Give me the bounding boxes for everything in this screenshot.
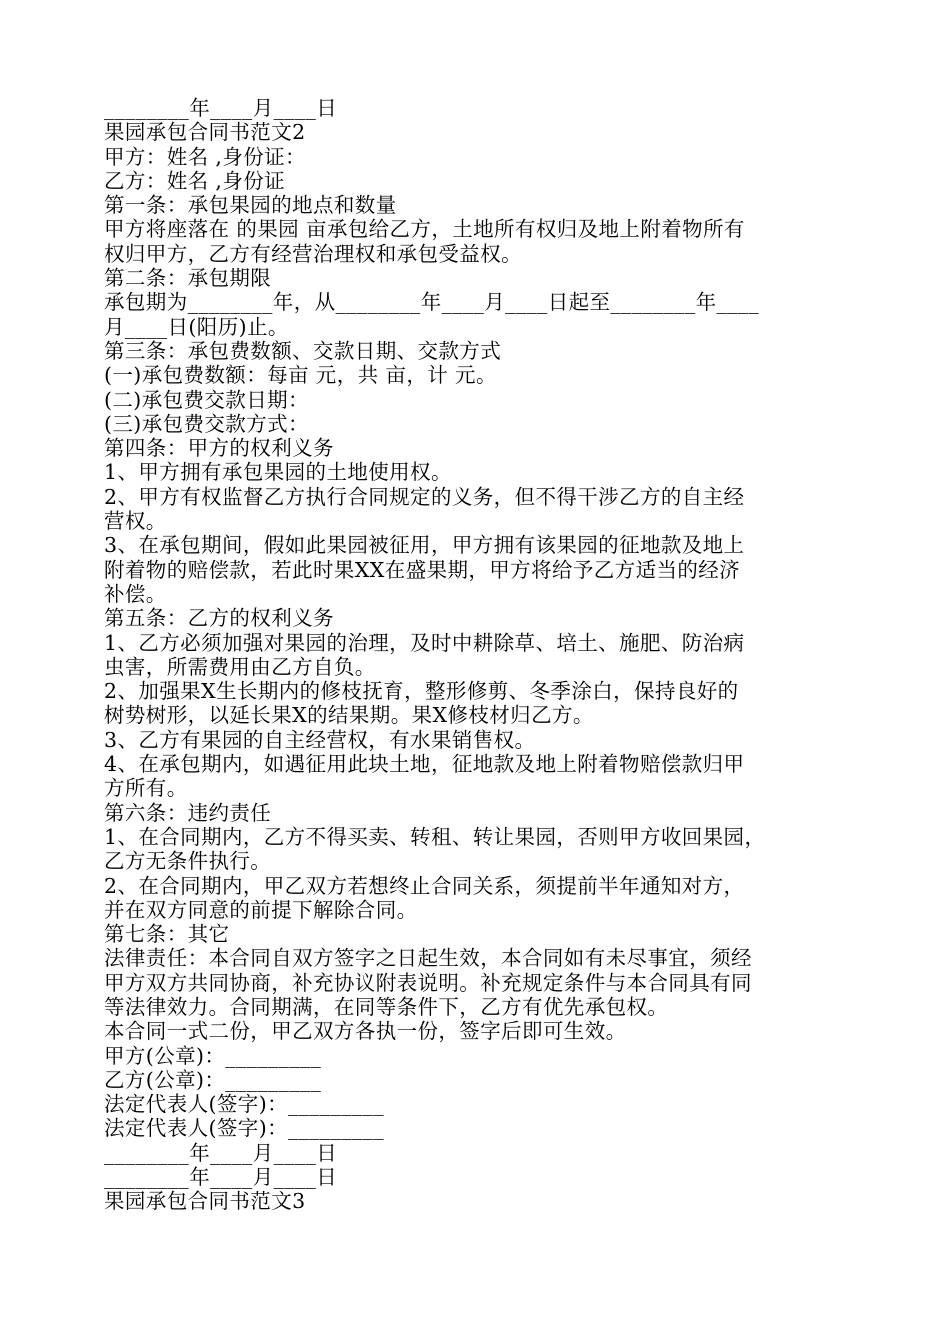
paragraph-line: 甲方双方共同协商，补充协议附表说明。补充规定条件与本合同具有同: [104, 970, 752, 995]
signature-line-party-b: 乙方(公章)：_________: [104, 1067, 322, 1092]
paragraph-line: 承包期为________年，从________年____月____日起至________年____: [104, 290, 760, 315]
party-b-line: 乙方：姓名 ,身份证: [104, 168, 286, 193]
paragraph-line: 方所有。: [104, 776, 188, 801]
date-line: ________年____月____日: [104, 1165, 338, 1190]
paragraph-line: 2、甲方有权监督乙方执行合同规定的义务，但不得干涉乙方的自主经: [104, 484, 745, 509]
article-heading: 第六条：违约责任: [104, 800, 272, 825]
signature-line-legal-rep: 法定代表人(签字)：_________: [104, 1092, 384, 1117]
paragraph-line: (二)承包费交款日期：: [104, 387, 309, 412]
paragraph-line: 1、在合同期内，乙方不得买卖、转租、转让果园，否则甲方收回果园，: [104, 824, 766, 849]
date-line: ________年____月____日: [104, 1140, 338, 1165]
paragraph-line: 乙方无条件执行。: [104, 849, 272, 874]
article-heading: 第七条：其它: [104, 922, 230, 947]
paragraph-line: 1、乙方必须加强对果园的治理，及时中耕除草、培土、施肥、防治病: [104, 630, 745, 655]
paragraph-line: 树势树形，以延长果X的结果期。果X修枝材归乙方。: [104, 703, 594, 728]
article-heading: 第一条：承包果园的地点和数量: [104, 193, 397, 218]
paragraph-line: 3、乙方有果园的自主经营权，有水果销售权。: [104, 727, 536, 752]
signature-line-party-a: 甲方(公章)：_________: [104, 1043, 322, 1068]
article-heading: 第三条：承包费数额、交款日期、交款方式: [104, 338, 502, 363]
signature-line-legal-rep: 法定代表人(签字)：_________: [104, 1116, 384, 1141]
paragraph-line: 补偿。: [104, 581, 167, 606]
party-a-line: 甲方：姓名 ,身份证：: [104, 144, 306, 169]
paragraph-line: 并在双方同意的前提下解除合同。: [104, 897, 418, 922]
section-title: 果园承包合同书范文2: [104, 120, 306, 145]
paragraph-line: (三)承包费交款方式：: [104, 411, 309, 436]
paragraph-line: 营权。: [104, 509, 167, 534]
section-title: 果园承包合同书范文3: [104, 1189, 306, 1214]
paragraph-line: 权归甲方，乙方有经营治理权和承包受益权。: [104, 241, 522, 266]
paragraph-line: 本合同一式二份，甲乙双方各执一份，签字后即可生效。: [104, 1019, 627, 1044]
article-heading: 第二条：承包期限: [104, 266, 272, 291]
paragraph-line: 附着物的赔偿款，若此时果XX在盛果期，甲方将给予乙方适当的经济: [104, 557, 741, 582]
paragraph-line: 虫害，所需费用由乙方自负。: [104, 654, 376, 679]
paragraph-line: 等法律效力。合同期满，在同等条件下，乙方有优先承包权。: [104, 994, 669, 1019]
paragraph-line: 法律责任：本合同自双方签字之日起生效，本合同如有未尽事宜，须经: [104, 946, 752, 971]
date-line: ________年____月____日: [104, 96, 338, 120]
paragraph-line: 2、在合同期内，甲乙双方若想终止合同关系，须提前半年通知对方，: [104, 873, 745, 898]
paragraph-line: 3、在承包期间，假如此果园被征用，甲方拥有该果园的征地款及地上: [104, 533, 745, 558]
paragraph-line: 2、加强果X生长期内的修枝抚育，整形修剪、冬季涂白，保持良好的: [104, 679, 739, 704]
paragraph-line: 月____日(阳历)止。: [104, 314, 289, 339]
paragraph-line: (一)承包费数额：每亩 元，共 亩，计 元。: [104, 363, 497, 388]
paragraph-line: 4、在承包期内，如遇征用此块土地，征地款及地上附着物赔偿款归甲: [104, 752, 745, 777]
paragraph-line: 1、甲方拥有承包果园的土地使用权。: [104, 460, 452, 485]
article-heading: 第四条：甲方的权利义务: [104, 436, 334, 461]
document-body: [104, 96, 854, 1214]
paragraph-line: 甲方将座落在 的果园 亩承包给乙方，土地所有权归及地上附着物所有: [104, 217, 745, 242]
article-heading: 第五条：乙方的权利义务: [104, 606, 334, 631]
